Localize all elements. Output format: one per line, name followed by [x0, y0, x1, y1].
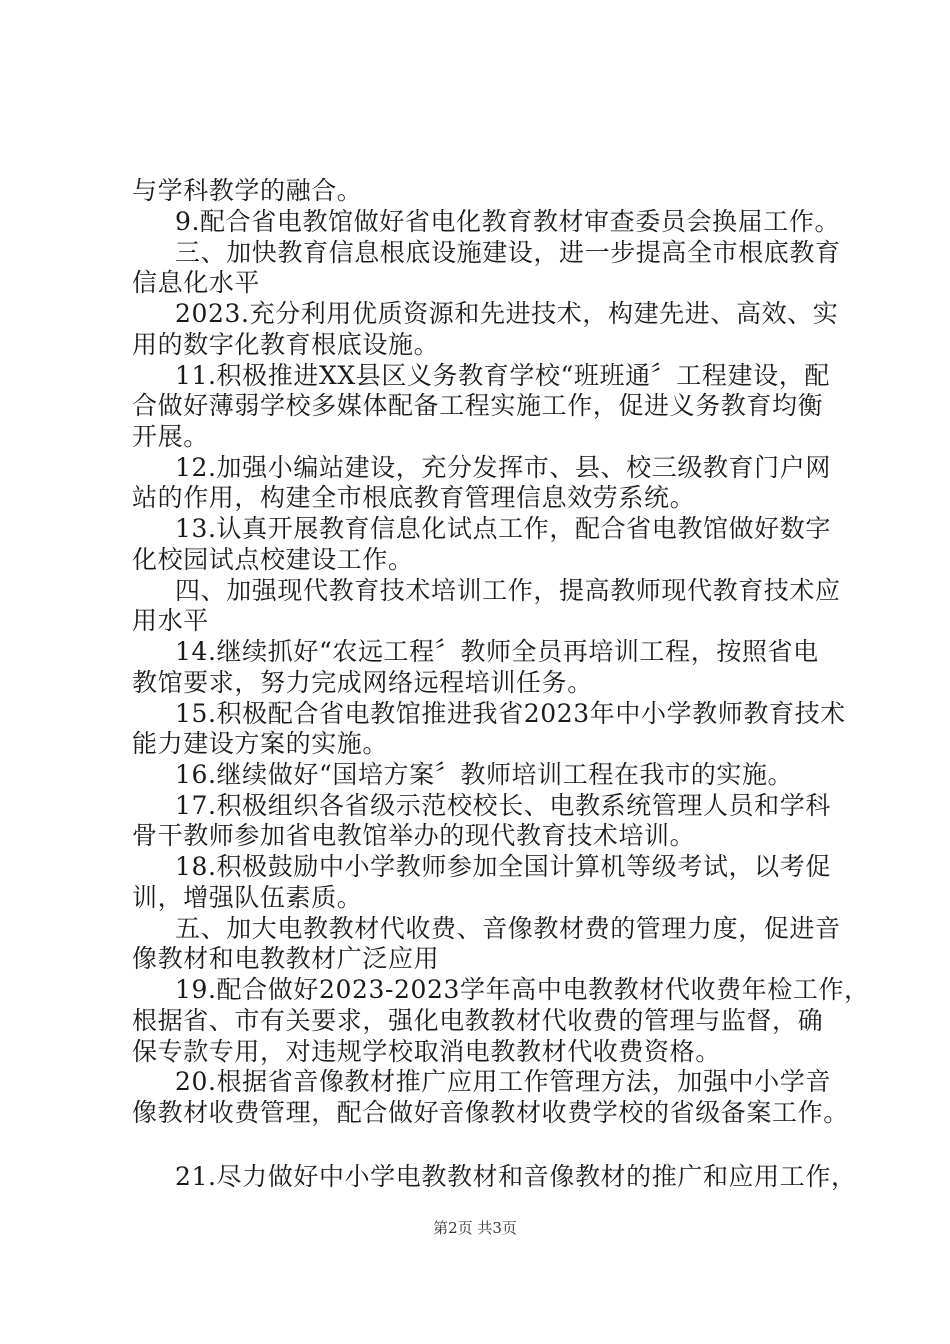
section-heading: 四、加强现代教育技术培训工作，提高教师现代教育技术应 — [175, 576, 841, 605]
text-line: 训，增强队伍素质。 — [132, 883, 363, 912]
text-line: 合做好薄弱学校多媒体配备工程实施工作，促进义务教育均衡 — [132, 391, 824, 420]
text-line: 14.继续抓好“农远工程〞教师全员再培训工程，按照省电 — [175, 637, 819, 666]
text-line: 能力建设方案的实施。 — [132, 729, 389, 758]
text-line: 与学科教学的融合。 — [132, 176, 363, 205]
section-heading: 三、加快教育信息根底设施建设，进一步提高全市根底教育 — [175, 238, 841, 267]
text-line: 根据省、市有关要求，强化电教教材代收费的管理与监督，确 — [132, 1006, 824, 1035]
text-line: 化校园试点校建设工作。 — [132, 545, 414, 574]
text-line: 11.积极推进XX县区义务教育学校“班班通〞工程建设，配 — [175, 361, 830, 390]
text-line: 教馆要求，努力完成网络远程培训任务。 — [132, 668, 593, 697]
text-line: 12.加强小编站建设，充分发挥市、县、校三级教育门户网 — [175, 453, 831, 482]
section-heading: 像教材和电教教材广泛应用 — [132, 944, 440, 973]
text-line: 开展。 — [132, 422, 209, 451]
text-line: 保专款专用，对违规学校取消电教教材代收费资格。 — [132, 1037, 721, 1066]
text-line: 9.配合省电教馆做好省电化教育教材审查委员会换届工作。 — [175, 207, 841, 236]
text-line: 像教材收费管理，配合做好音像教材收费学校的省级备案工作。 — [132, 1098, 849, 1127]
section-heading: 信息化水平 — [132, 268, 261, 297]
text-line: 21.尽力做好中小学电教教材和音像教材的推广和应用工作， — [175, 1162, 857, 1191]
text-line: 站的作用，构建全市根底教育管理信息效劳系统。 — [132, 483, 696, 512]
text-line: 17.积极组织各省级示范校校长、电教系统管理人员和学科 — [175, 791, 831, 820]
text-line: 骨干教师参加省电教馆举办的现代教育技术培训。 — [132, 821, 696, 850]
section-heading: 用水平 — [132, 606, 209, 635]
text-line: 15.积极配合省电教馆推进我省2023年中小学教师教育技术 — [175, 699, 846, 728]
text-line: 19.配合做好2023-2023学年高中电教教材代收费年检工作， — [175, 975, 870, 1004]
page-number-footer: 第2页 共3页 — [433, 1219, 517, 1237]
text-line: 20.根据省音像教材推广应用工作管理方法，加强中小学音 — [175, 1067, 831, 1096]
text-line: 13.认真开展教育信息化试点工作，配合省电教馆做好数字 — [175, 514, 831, 543]
text-line: 16.继续做好“国培方案〞教师培训工程在我市的实施。 — [175, 760, 794, 789]
text-line: 2023.充分利用优质资源和先进技术，构建先进、高效、实 — [175, 299, 839, 328]
text-line: 18.积极鼓励中小学教师参加全国计算机等级考试，以考促 — [175, 852, 831, 881]
text-line: 用的数字化教育根底设施。 — [132, 330, 440, 359]
section-heading: 五、加大电教教材代收费、音像教材费的管理力度，促进音 — [175, 914, 841, 943]
